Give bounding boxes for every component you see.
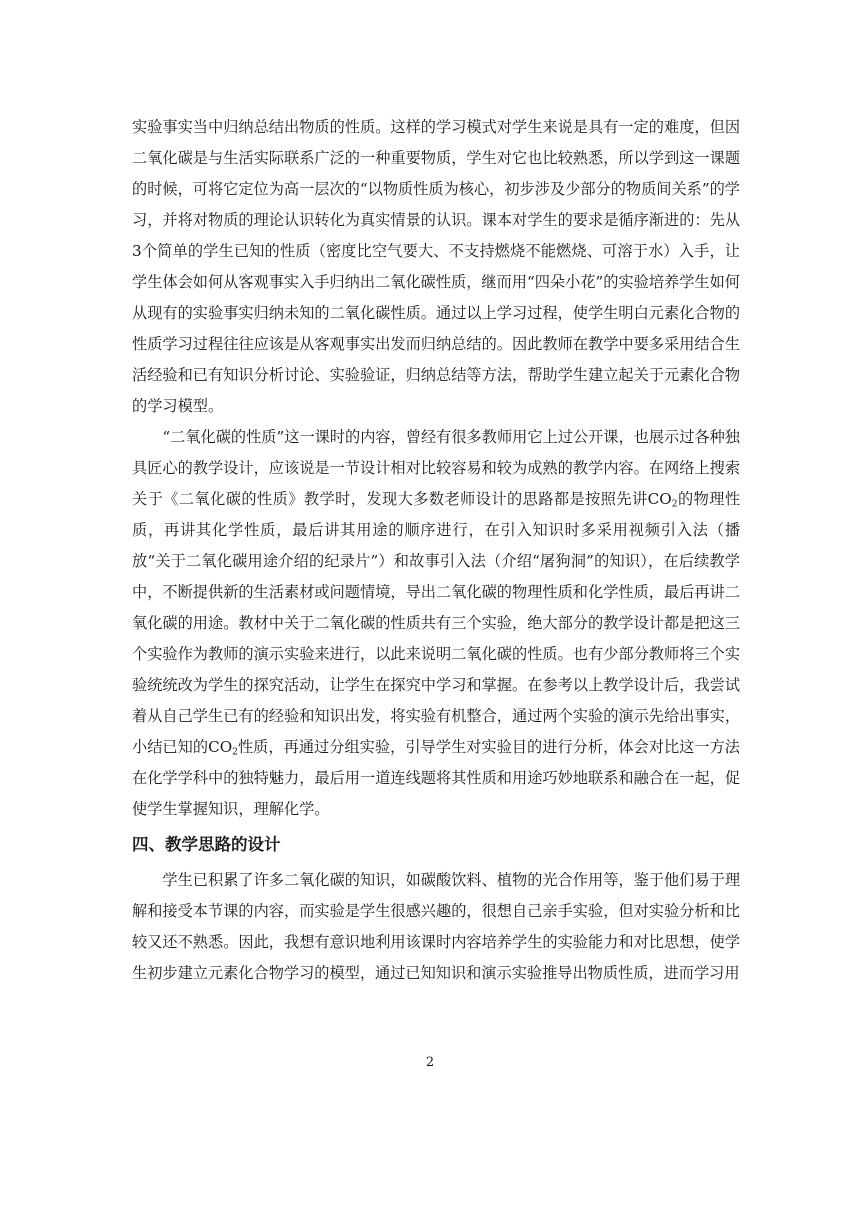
paragraph-text: 实验事实当中归纳总结出物质的性质。这样的学习模式对学生来说是具有一定的难度，但因二氧化碳是与生活实际联系广泛的一种重要物质，学生对它也比较熟悉，所以学到这一课题的时候，可将它定位为高一层次的“以物质性质为核心，初步涉及少部分的物质间关系”的学习，并将对物质的理论认识转化为真实情景的认识。课本对学生的要求是循序渐进的：先从3个简单的学生已知的性质（密度比空气要大、不支持燃烧不能燃烧、可溶于水）入手，让学生体会如何从客观事实入手归纳出二氧化碳性质，继而用“四朵小花”的实验培养学生如何从现有的实验事实归纳未知的二氧化碳性质。通过以上学习过程，使学生明白元素化合物的性质学习过程往往应该是从客观事实出发而归纳总结的。因此教师在教学中要多采用结合生活经验和已有知识分析讨论、实验验证，归纳总结等方法，帮助学生建立起关于元素化合物的学习模型。	[132, 118, 740, 415]
subscript-text: 2	[232, 747, 238, 758]
subscript-text: 2	[671, 499, 678, 510]
section-heading: 四、教学思路的设计	[132, 835, 281, 854]
paragraph-3	[132, 865, 740, 989]
paragraph-text: 学生已积累了许多二氧化碳的知识，如碳酸饮料、植物的光合作用等，鉴于他们易于理解和接受本节课的内容，而实验是学生很感兴趣的，很想自己亲手实验，但对实验分析和比较又还不熟悉。因此，我想有意识地利用该课时内容培养学生的实验能力和对比思想，使学生初步建立元素化合物学习的模型，通过已知知识和演示实验推导出物质性质，进而学习用	[132, 871, 740, 982]
paragraph-text: 性质，再通过分组实验，引导学生对实验目的进行分析，体会对比这一方法在化学学科中的独特魅力，最后用一道连线题将其性质和用途巧妙地联系和融合在一起，促使学生掌握知识，理解化学。	[132, 738, 740, 818]
paragraph-1	[132, 112, 740, 422]
paragraph-text: “二氧化碳的性质”这一课时的内容，曾经有很多教师用它上过公开课，也展示过各种独具匠心的教学设计，应该说是一节设计相对比较容易和较为成熟的教学内容。在网络上搜索关于《二氧化碳的性质》教学时，发现大多数老师设计的思路都是按照先讲CO	[132, 428, 740, 508]
document-page	[132, 112, 740, 989]
paragraph-2	[132, 422, 740, 825]
page-number: 2	[425, 1055, 435, 1070]
paragraph-text: 的物理性质，再讲其化学性质，最后讲其用途的顺序进行，在引入知识时多采用视频引入法（播放“关于二氧化碳用途介绍的纪录片”）和故事引入法（介绍“屠狗洞”的知识），在后续教学中，不断提供新的生活素材或问题情境，导出二氧化碳的物理性质和化学性质，最后再讲二氧化碳的用途。教材中关于二氧化碳的性质共有三个实验，绝大部分的教学设计都是把这三个实验作为教师的演示实验来进行，以此来说明二氧化碳的性质。也有少部分教师将三个实验统统改为学生的探究活动，让学生在探究中学习和掌握。在参考以上教学设计后，我尝试着从自己学生已有的经验和知识出发，将实验有机整合，通过两个实验的演示先给出事实，小结已知的CO	[132, 490, 740, 756]
